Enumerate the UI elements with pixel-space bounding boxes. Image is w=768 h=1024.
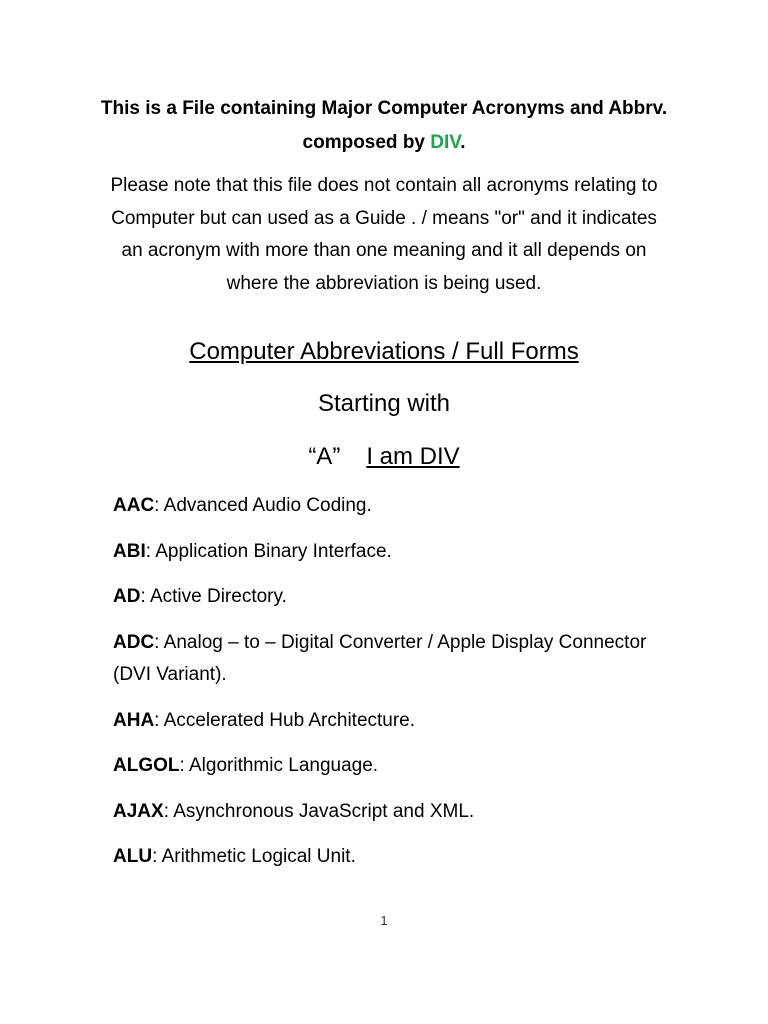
- page-number: 1: [380, 913, 388, 928]
- acronym-list: [113, 490, 673, 887]
- acronym-definition: : Algorithmic Language.: [179, 755, 379, 776]
- acronym: ABI: [113, 540, 146, 562]
- acronym-definition: : Arithmetic Logical Unit.: [152, 846, 356, 867]
- acronym-entry: [113, 490, 673, 523]
- letter-heading: [84, 442, 684, 472]
- author-tag: I am DIV: [366, 443, 460, 470]
- section-heading: [84, 337, 684, 367]
- acronym-definition: : Analog – to – Digital Converter / Apple Display Connector (DVI Variant).: [113, 631, 647, 685]
- acronym-definition: : Application Binary Interface.: [145, 540, 392, 562]
- acronym: ALU: [113, 846, 153, 867]
- acronym: ALGOL: [113, 755, 180, 776]
- acronym-entry: [113, 841, 673, 874]
- acronym: AHA: [113, 709, 155, 731]
- title-period: .: [460, 132, 466, 153]
- acronym-entry: [113, 705, 673, 738]
- acronym-entry: [113, 750, 673, 783]
- acronym: AD: [113, 586, 141, 607]
- acronym-definition: : Accelerated Hub Architecture.: [154, 709, 416, 731]
- acronym-entry: [113, 796, 673, 829]
- title-brand: DIV: [430, 132, 461, 153]
- letter-label: “A”: [308, 443, 341, 470]
- disclaimer-note: Please note that this file does not contain all acronyms relating to Computer but can used as a Guide . / means "or" and it indicates an acronym with more than one meaning and it all depends on where the abbreviation is being used.: [110, 175, 658, 294]
- acronym-definition: : Advanced Audio Coding.: [154, 495, 372, 516]
- document-title: [84, 92, 684, 160]
- acronym: ADC: [113, 631, 155, 653]
- acronym-entry: [113, 536, 673, 569]
- acronym-entry: [113, 627, 673, 692]
- section-heading-text: Computer Abbreviations / Full Forms: [189, 338, 579, 365]
- acronym-entry: [113, 581, 673, 614]
- starting-with-heading: Starting with: [317, 390, 451, 417]
- acronym-definition: : Asynchronous JavaScript and XML.: [163, 800, 475, 822]
- title-text: This is a File containing Major Computer Acronyms and Abbrv. composed by: [100, 98, 668, 153]
- acronym: AJAX: [113, 800, 164, 822]
- acronym-definition: : Active Directory.: [140, 586, 287, 607]
- acronym: AAC: [113, 495, 155, 516]
